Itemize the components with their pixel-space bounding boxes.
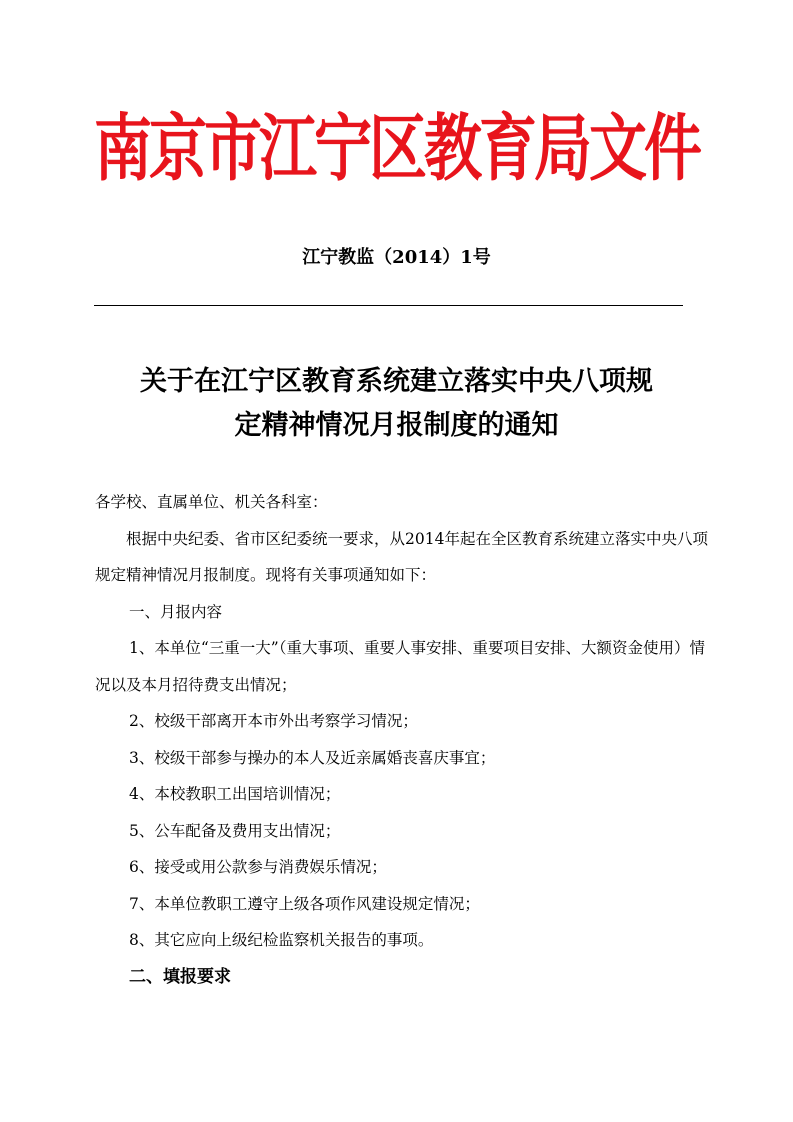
list-item-4: 4、本校教职工出国培训情况； bbox=[129, 785, 341, 803]
list-item-6: 6、接受或用公款参与消费娱乐情况； bbox=[129, 858, 387, 876]
document-body bbox=[95, 484, 715, 995]
salutation: 各学校、直属单位、机关各科室： bbox=[95, 493, 328, 511]
masthead-title: 南京市江宁区教育局文件 bbox=[93, 105, 699, 191]
document-number: 江宁教监（2014）1号 bbox=[302, 247, 491, 268]
list-item-2: 2、校级干部离开本市外出考察学习情况； bbox=[129, 712, 418, 730]
intro-paragraph: 根据中央纪委、省市区纪委统一要求，从2014年起在全区教育系统建立落实中央八项规定精神情况月报制度。现将有关事项通知如下： bbox=[95, 529, 708, 584]
list-item-1: 1、本单位“三重一大”（重大事项、重要人事安排、重要项目安排、大额资金使用）情况以及本月招待费支出情况； bbox=[95, 639, 705, 694]
list-item-7: 7、本单位教职工遵守上级各项作风建设规定情况； bbox=[129, 894, 480, 913]
notice-title-line-2: 定精神情况月报制度的通知 bbox=[234, 410, 559, 441]
list-item-8: 8、其它应向上级纪检监察机关报告的事项。 bbox=[129, 931, 434, 949]
header-divider bbox=[94, 305, 683, 306]
notice-title bbox=[0, 360, 793, 448]
section-2-heading: 二、填报要求 bbox=[129, 966, 231, 987]
notice-title-line-1: 关于在江宁区教育系统建立落实中央八项规 bbox=[140, 366, 653, 397]
list-item-3: 3、校级干部参与操办的本人及近亲属婚丧喜庆事宜； bbox=[129, 748, 496, 767]
list-item-5: 5、公车配备及费用支出情况； bbox=[129, 821, 341, 840]
section-1-heading: 一、月报内容 bbox=[129, 602, 223, 621]
